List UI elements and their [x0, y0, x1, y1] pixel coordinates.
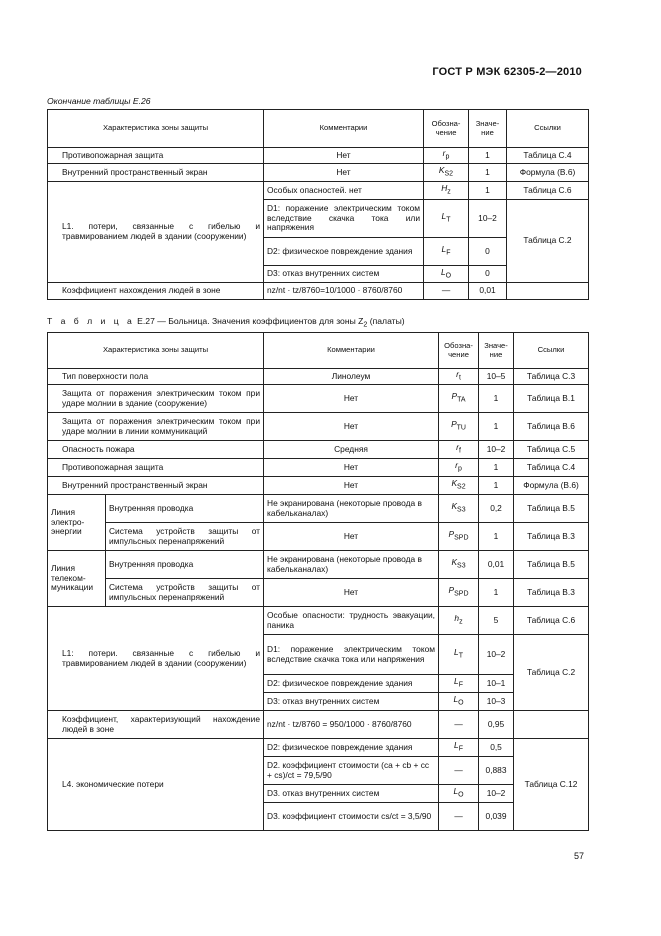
header-symbol: Обозна-чение — [424, 110, 469, 148]
table-row: L1. потери, связанные с гибелью и травмированием людей в здании (сооружении) Особых опасностей. нет $H_z$ 1 Таблица С.6 — [48, 182, 589, 200]
table-row: Внутренний пространственный экран Нет $K_{S2}$ 1 Формула (В.6) — [48, 477, 589, 495]
table-row: Тип поверхности пола Линолеум $r_t$ 10–5 Таблица С.3 — [48, 369, 589, 385]
table-row: D2: физическое повреждение здания $L_F$ 0 — [48, 238, 589, 266]
table-row: D1: поражение электрическим током вследствие скачка тока или напряжения $L_T$ 10–2 Таблица С.2 — [48, 200, 589, 238]
table-row: D2. коэффициент стоимости (ca + cb + cc + cs)/ct = 79,5/90 — 0,883 — [48, 757, 589, 785]
header-comments: Комментарии — [264, 110, 424, 148]
table-row: D1: поражение электрическим током вследствие скачка тока или напряжения $L_T$ 10–2 Таблица С.2 — [48, 635, 589, 675]
page-number: 57 — [573, 851, 584, 861]
table-e26-caption: Окончание таблицы Е.26 — [47, 96, 151, 106]
table-row: Коэффициент нахождения людей в зоне nz/nt · tz/8760=10/1000 · 8760/8760 — 0,01 — [48, 283, 589, 300]
table-row: L4. экономические потери D2: физическое повреждение здания $L_F$ 0,5 Таблица С.12 — [48, 739, 589, 757]
table-row: Противопожарная защита Нет $r_p$ 1 Таблица С.4 — [48, 148, 589, 164]
table-row: L1: потери. связанные с гибелью и травмированием людей в здании (сооружении) Особые опасности: трудность эвакуации, паника $h_z$ 5 Таблица С.6 — [48, 607, 589, 635]
table-row: Внутренний пространственный экран Нет $K_{S2}$ 1 Формула (В.6) — [48, 164, 589, 182]
header-char: Характеристика зоны защиты — [48, 333, 264, 369]
header-value: Значе-ние — [469, 110, 507, 148]
table-row: Опасность пожара Средняя $r_f$ 10–2 Таблица С.5 — [48, 441, 589, 459]
table-row: D3: отказ внутренних систем $L_O$ 0 — [48, 266, 589, 283]
table-row: Система устройств защиты от импульсных перенапряжений Нет $P_{SPD}$ 1 Таблица В.3 — [48, 579, 589, 607]
table-e27 — [47, 332, 589, 831]
header-refs: Ссылки — [507, 110, 589, 148]
header-symbol: Обозна-чение — [439, 333, 479, 369]
table-e27-caption: Т а б л и ц а Е.27 — Больница. Значения коэффициентов для зоны $Z_2$ (палаты) — [47, 316, 405, 329]
table-row: Линия телеком-муникации Внутренняя проводка Не экранирована (некоторые провода в кабельканалах) $K_{S3}$ 0,01 Таблица В.5 — [48, 551, 589, 579]
header-char: Характеристика зоны защиты — [48, 110, 264, 148]
table-row: D2: физическое повреждение здания $L_F$ 10–1 — [48, 675, 589, 693]
table-e26-end — [47, 109, 589, 300]
header-comments: Комментарии — [264, 333, 439, 369]
table-row: Линия электро-энергии Внутренняя проводка Не экранирована (некоторые провода в кабельканалах) $K_{S3}$ 0,2 Таблица В.5 — [48, 495, 589, 523]
header-value: Значе-ние — [479, 333, 514, 369]
table-row: Система устройств защиты от импульсных перенапряжений Нет $P_{SPD}$ 1 Таблица В.3 — [48, 523, 589, 551]
document-header: ГОСТ Р МЭК 62305-2—2010 — [432, 66, 582, 78]
table-row: D3. отказ внутренних систем $L_O$ 10–2 — [48, 785, 589, 803]
table-row: Коэффициент, характеризующий нахождение людей в зоне nz/nt · tz/8760 = 950/1000 · 8760/8760 — 0,95 — [48, 711, 589, 739]
header-refs: Ссылки — [514, 333, 589, 369]
table-row: Противопожарная защита Нет $r_p$ 1 Таблица С.4 — [48, 459, 589, 477]
table-row: D3: отказ внутренних систем $L_O$ 10–3 — [48, 693, 589, 711]
table-row: Защита от поражения электрическим током при ударе молнии в здание (сооружение) Нет $P_{TA}$ 1 Таблица В.1 — [48, 385, 589, 413]
table-row: Защита от поражения электрическим током при ударе молнии в линии коммуникаций Нет $P_{TU}$ 1 Таблица В.6 — [48, 413, 589, 441]
table-row: D3. коэффициент стоимости cs/ct = 3,5/90 — 0,039 — [48, 803, 589, 831]
